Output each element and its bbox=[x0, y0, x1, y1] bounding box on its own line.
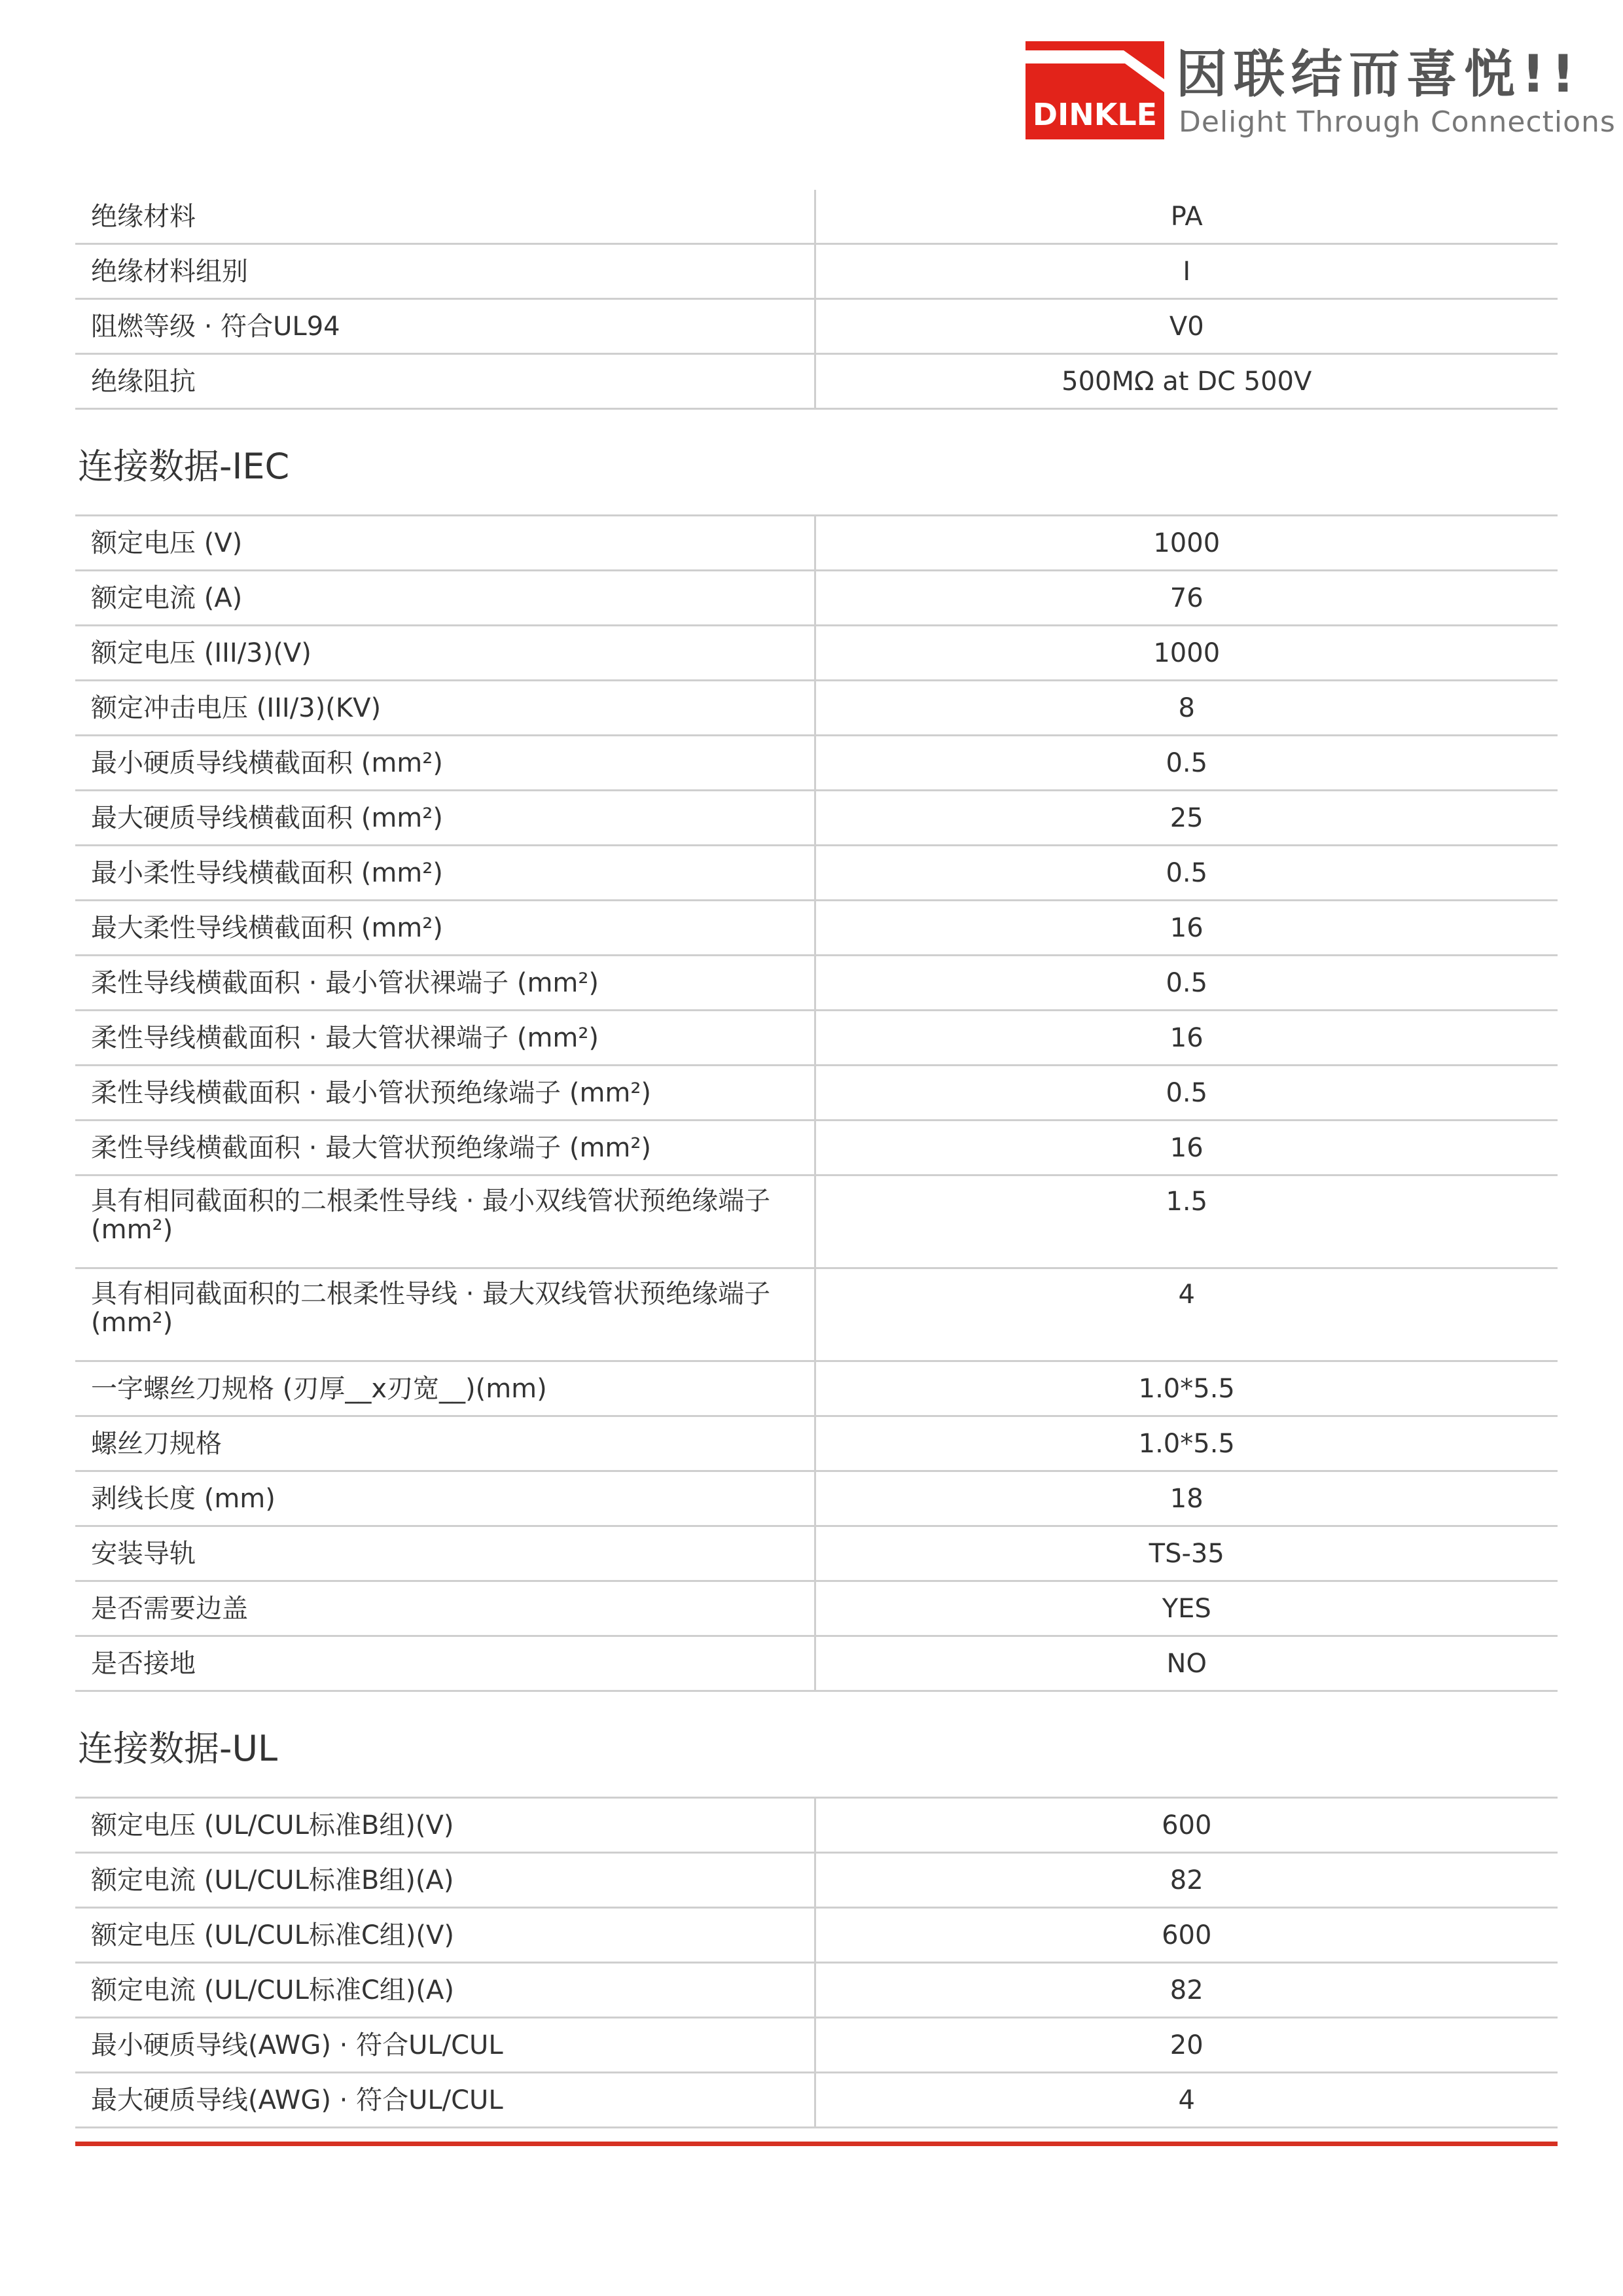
spec-value: NO bbox=[815, 1636, 1558, 1691]
spec-row bbox=[75, 956, 1558, 1011]
spec-label: 柔性导线横截面积 · 最大管状裸端子 (mm²) bbox=[75, 1011, 815, 1066]
spec-label: 安装导轨 bbox=[75, 1526, 815, 1581]
spec-value: 1.0*5.5 bbox=[815, 1361, 1558, 1416]
spec-label: 绝缘材料组别 bbox=[75, 244, 815, 299]
spec-row bbox=[75, 1963, 1558, 2018]
spec-row bbox=[75, 2018, 1558, 2073]
spec-label: 柔性导线横截面积 · 最小管状裸端子 (mm²) bbox=[75, 956, 815, 1011]
ul-table bbox=[75, 1797, 1558, 2128]
spec-label: 额定冲击电压 (III/3)(KV) bbox=[75, 681, 815, 736]
spec-label: 最小硬质导线横截面积 (mm²) bbox=[75, 736, 815, 791]
spec-value: 16 bbox=[815, 1011, 1558, 1066]
spec-value: 0.5 bbox=[815, 846, 1558, 901]
spec-row bbox=[75, 1853, 1558, 1908]
spec-row bbox=[75, 1066, 1558, 1121]
spec-value: 1000 bbox=[815, 516, 1558, 571]
spec-label: 剥线长度 (mm) bbox=[75, 1471, 815, 1526]
spec-value: 0.5 bbox=[815, 736, 1558, 791]
spec-row bbox=[75, 1361, 1558, 1416]
spec-row bbox=[75, 1798, 1558, 1853]
section-title-ul: 连接数据-UL bbox=[78, 1728, 278, 1769]
spec-label: 额定电压 (V) bbox=[75, 516, 815, 571]
spec-row bbox=[75, 681, 1558, 736]
spec-value: 4 bbox=[815, 1268, 1558, 1361]
spec-label: 具有相同截面积的二根柔性导线 · 最小双线管状预绝缘端子 (mm²) bbox=[75, 1175, 815, 1268]
spec-row bbox=[75, 1011, 1558, 1066]
spec-row bbox=[75, 1175, 1558, 1268]
spec-value: TS-35 bbox=[815, 1526, 1558, 1581]
spec-label: 最大硬质导线(AWG) · 符合UL/CUL bbox=[75, 2073, 815, 2128]
iec-table bbox=[75, 514, 1558, 1692]
spec-row bbox=[75, 1908, 1558, 1963]
spec-label: 额定电压 (UL/CUL标准B组)(V) bbox=[75, 1798, 815, 1853]
spec-label: 额定电压 (UL/CUL标准C组)(V) bbox=[75, 1908, 815, 1963]
spec-value: 25 bbox=[815, 791, 1558, 846]
spec-value: 1.5 bbox=[815, 1175, 1558, 1268]
spec-row bbox=[75, 354, 1558, 409]
spec-row bbox=[75, 1268, 1558, 1361]
footer-rule bbox=[75, 2142, 1558, 2146]
spec-row bbox=[75, 736, 1558, 791]
spec-row bbox=[75, 571, 1558, 626]
spec-row bbox=[75, 244, 1558, 299]
spec-value: 600 bbox=[815, 1798, 1558, 1853]
spec-row bbox=[75, 190, 1558, 244]
spec-value: 76 bbox=[815, 571, 1558, 626]
spec-label: 最大硬质导线横截面积 (mm²) bbox=[75, 791, 815, 846]
dinkle-logo bbox=[1026, 41, 1164, 139]
slogan-english: Delight Through Connections bbox=[1179, 105, 1616, 139]
spec-value: I bbox=[815, 244, 1558, 299]
spec-label: 最小硬质导线(AWG) · 符合UL/CUL bbox=[75, 2018, 815, 2073]
spec-label: 一字螺丝刀规格 (刃厚__x刃宽__)(mm) bbox=[75, 1361, 815, 1416]
spec-label: 是否需要边盖 bbox=[75, 1581, 815, 1636]
spec-label: 额定电压 (III/3)(V) bbox=[75, 626, 815, 681]
spec-row bbox=[75, 1471, 1558, 1526]
spec-value: PA bbox=[815, 190, 1558, 244]
spec-row bbox=[75, 846, 1558, 901]
spec-label: 额定电流 (UL/CUL标准C组)(A) bbox=[75, 1963, 815, 2018]
spec-value: V0 bbox=[815, 299, 1558, 354]
spec-value: 0.5 bbox=[815, 1066, 1558, 1121]
spec-value: 0.5 bbox=[815, 956, 1558, 1011]
spec-row bbox=[75, 516, 1558, 571]
spec-row bbox=[75, 901, 1558, 956]
spec-value: 1000 bbox=[815, 626, 1558, 681]
spec-label: 最小柔性导线横截面积 (mm²) bbox=[75, 846, 815, 901]
spec-value: 16 bbox=[815, 901, 1558, 956]
spec-value: 1.0*5.5 bbox=[815, 1416, 1558, 1471]
spec-value: 82 bbox=[815, 1853, 1558, 1908]
spec-row bbox=[75, 626, 1558, 681]
spec-label: 绝缘阻抗 bbox=[75, 354, 815, 409]
spec-value: 600 bbox=[815, 1908, 1558, 1963]
spec-value: YES bbox=[815, 1581, 1558, 1636]
spec-row bbox=[75, 791, 1558, 846]
insulation-table bbox=[75, 190, 1558, 410]
spec-label: 最大柔性导线横截面积 (mm²) bbox=[75, 901, 815, 956]
spec-label: 具有相同截面积的二根柔性导线 · 最大双线管状预绝缘端子 (mm²) bbox=[75, 1268, 815, 1361]
spec-value: 20 bbox=[815, 2018, 1558, 2073]
spec-row bbox=[75, 1636, 1558, 1691]
slogan-chinese: 因联结而喜悦!! bbox=[1176, 45, 1582, 104]
spec-label: 是否接地 bbox=[75, 1636, 815, 1691]
spec-value: 16 bbox=[815, 1121, 1558, 1175]
brand-header bbox=[1026, 41, 1616, 139]
spec-value: 8 bbox=[815, 681, 1558, 736]
logo-wordmark: DINKLE bbox=[1032, 97, 1158, 132]
spec-value: 4 bbox=[815, 2073, 1558, 2128]
spec-value: 82 bbox=[815, 1963, 1558, 2018]
spec-row bbox=[75, 1581, 1558, 1636]
spec-row bbox=[75, 1121, 1558, 1175]
spec-label: 柔性导线横截面积 · 最大管状预绝缘端子 (mm²) bbox=[75, 1121, 815, 1175]
spec-label: 额定电流 (A) bbox=[75, 571, 815, 626]
spec-label: 绝缘材料 bbox=[75, 190, 815, 244]
spec-row bbox=[75, 1416, 1558, 1471]
spec-value: 500MΩ at DC 500V bbox=[815, 354, 1558, 409]
section-title-iec: 连接数据-IEC bbox=[78, 446, 290, 487]
spec-label: 螺丝刀规格 bbox=[75, 1416, 815, 1471]
spec-row bbox=[75, 2073, 1558, 2128]
spec-label: 柔性导线横截面积 · 最小管状预绝缘端子 (mm²) bbox=[75, 1066, 815, 1121]
spec-content bbox=[75, 190, 1558, 2128]
spec-label: 阻燃等级 · 符合UL94 bbox=[75, 299, 815, 354]
spec-label: 额定电流 (UL/CUL标准B组)(A) bbox=[75, 1853, 815, 1908]
spec-value: 18 bbox=[815, 1471, 1558, 1526]
spec-row bbox=[75, 1526, 1558, 1581]
spec-row bbox=[75, 299, 1558, 354]
